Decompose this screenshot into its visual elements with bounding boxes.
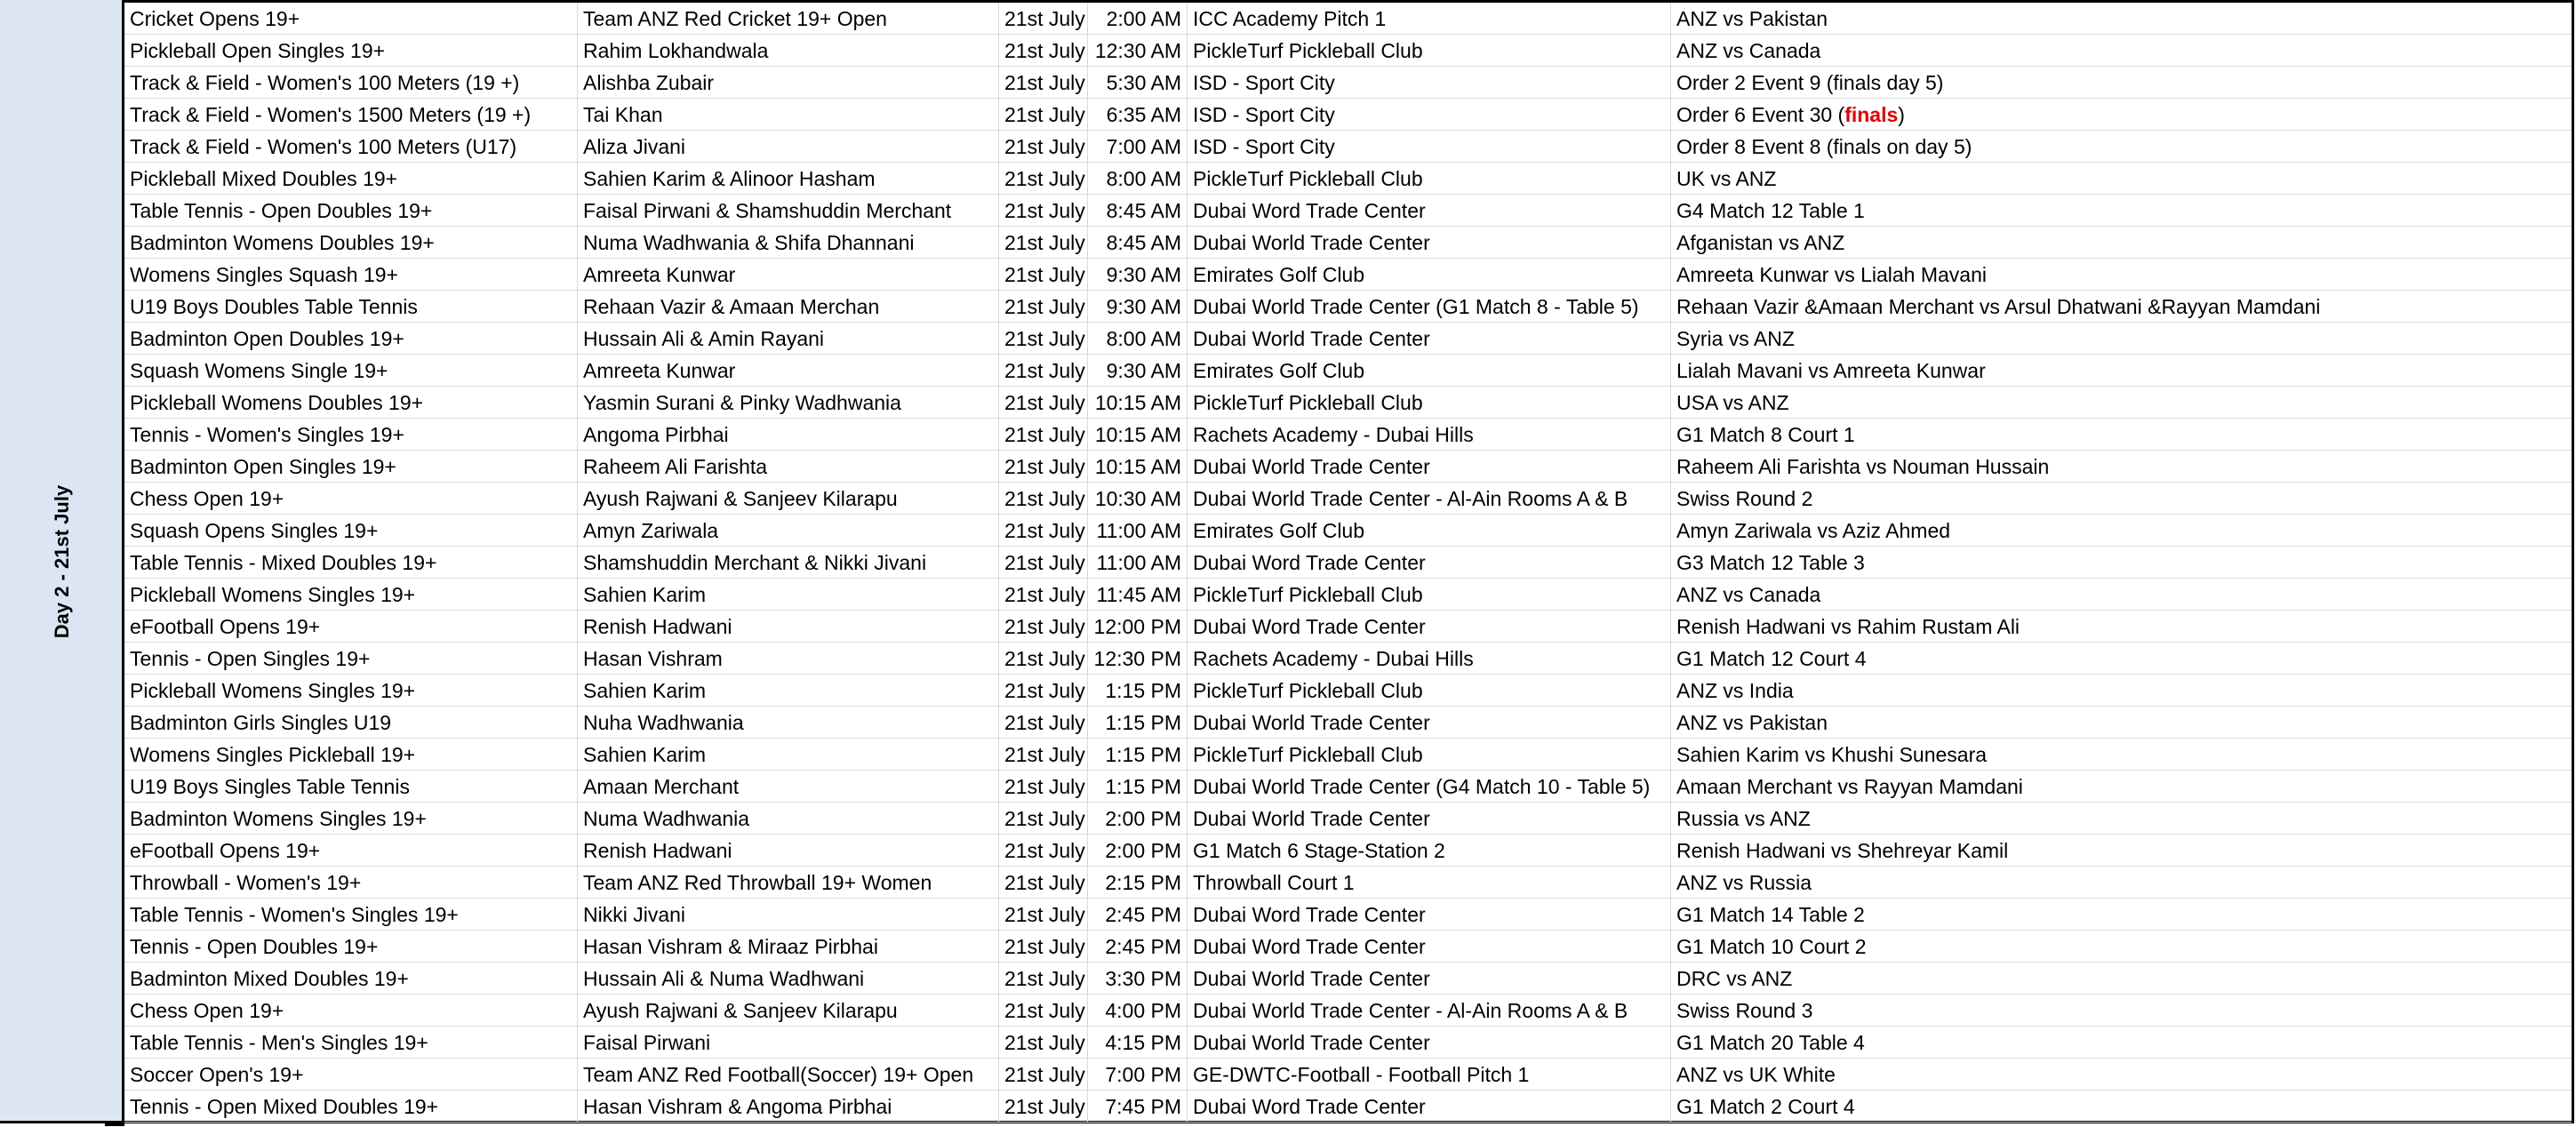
participant-cell[interactable]: Faisal Pirwani & Shamshuddin Merchant	[578, 195, 999, 227]
date-cell[interactable]: 21st July	[999, 483, 1088, 515]
time-cell[interactable]: 9:30 AM	[1088, 291, 1188, 323]
venue-cell[interactable]: Rachets Academy - Dubai Hills	[1188, 643, 1671, 675]
participant-cell[interactable]: Sahien Karim	[578, 675, 999, 707]
participant-cell[interactable]: Amaan Merchant	[578, 771, 999, 803]
table-row	[124, 867, 2572, 899]
date-cell[interactable]: 21st July	[999, 643, 1088, 675]
date-cell[interactable]: 21st July	[999, 451, 1088, 483]
date-cell[interactable]: 21st July	[999, 259, 1088, 291]
time-cell[interactable]: 2:00 PM	[1088, 835, 1188, 867]
participant-cell[interactable]: Renish Hadwani	[578, 835, 999, 867]
date-cell[interactable]: 21st July	[999, 291, 1088, 323]
table-row	[124, 387, 2572, 419]
participant-cell[interactable]: Rehaan Vazir & Amaan Merchan	[578, 291, 999, 323]
participant-cell[interactable]: Alishba Zubair	[578, 67, 999, 99]
venue-cell[interactable]: Dubai World Trade Center - Al-Ain Rooms A & B	[1188, 995, 1671, 1027]
event-cell[interactable]: Womens Singles Squash 19+	[124, 259, 578, 291]
date-cell[interactable]: 21st July	[999, 931, 1088, 963]
table-row	[124, 131, 2572, 163]
venue-cell[interactable]: PickleTurf Pickleball Club	[1188, 35, 1671, 67]
table-row	[124, 1027, 2572, 1059]
event-cell[interactable]: Pickleball Womens Singles 19+	[124, 675, 578, 707]
match-cell[interactable]: Amaan Merchant vs Rayyan Mamdani	[1676, 775, 2023, 798]
time-cell[interactable]: 2:45 PM	[1088, 931, 1188, 963]
date-cell[interactable]: 21st July	[999, 579, 1088, 611]
participant-cell[interactable]: Sahien Karim & Alinoor Hasham	[578, 163, 999, 195]
match-cell[interactable]: Swiss Round 3	[1676, 999, 1813, 1022]
participant-cell[interactable]: Ayush Rajwani & Sanjeev Kilarapu	[578, 483, 999, 515]
table-row	[124, 707, 2572, 739]
participant-cell[interactable]: Team ANZ Red Throwball 19+ Women	[578, 867, 999, 899]
venue-cell[interactable]: Dubai World Trade Center	[1188, 1027, 1671, 1059]
participant-cell[interactable]: Team ANZ Red Cricket 19+ Open	[578, 3, 999, 35]
match-cell[interactable]: G4 Match 12 Table 1	[1676, 199, 1865, 222]
event-cell[interactable]: eFootball Opens 19+	[124, 611, 578, 643]
participant-cell[interactable]: Amreeta Kunwar	[578, 259, 999, 291]
date-cell[interactable]: 21st July	[999, 1059, 1088, 1091]
time-cell[interactable]: 6:35 AM	[1088, 99, 1188, 131]
venue-cell[interactable]: Emirates Golf Club	[1188, 259, 1671, 291]
table-row	[124, 227, 2572, 259]
date-cell[interactable]: 21st July	[999, 99, 1088, 131]
venue-cell[interactable]: Dubai World Trade Center (G4 Match 10 - Table 5)	[1188, 771, 1671, 803]
date-cell[interactable]: 21st July	[999, 387, 1088, 419]
match-cell[interactable]: G1 Match 20 Table 4	[1676, 1031, 1865, 1054]
match-text-tail: )	[1898, 103, 1905, 126]
event-cell[interactable]: Squash Womens Single 19+	[124, 355, 578, 387]
table-row	[124, 611, 2572, 643]
time-cell[interactable]: 2:00 AM	[1088, 3, 1188, 35]
match-cell[interactable]: DRC vs ANZ	[1676, 967, 1793, 990]
time-cell[interactable]: 1:15 PM	[1088, 707, 1188, 739]
match-cell[interactable]: G1 Match 14 Table 2	[1676, 903, 1865, 926]
participant-cell[interactable]: Rahim Lokhandwala	[578, 35, 999, 67]
venue-cell[interactable]: Dubai World Trade Center (G1 Match 8 - Table 5)	[1188, 291, 1671, 323]
participant-cell[interactable]: Nikki Jivani	[578, 899, 999, 931]
date-cell[interactable]: 21st July	[999, 1027, 1088, 1059]
event-cell[interactable]: Tennis - Open Mixed Doubles 19+	[124, 1091, 578, 1123]
table-row	[124, 419, 2572, 451]
event-cell[interactable]: Track & Field - Women's 100 Meters (U17)	[124, 131, 578, 163]
event-cell[interactable]: Pickleball Womens Doubles 19+	[124, 387, 578, 419]
event-cell[interactable]: Track & Field - Women's 1500 Meters (19 +)	[124, 99, 578, 131]
time-cell[interactable]: 1:15 PM	[1088, 739, 1188, 771]
event-cell[interactable]: Badminton Mixed Doubles 19+	[124, 963, 578, 995]
date-cell[interactable]: 21st July	[999, 899, 1088, 931]
date-cell[interactable]: 21st July	[999, 515, 1088, 547]
time-cell[interactable]: 10:30 AM	[1088, 483, 1188, 515]
event-cell[interactable]: Badminton Womens Doubles 19+	[124, 227, 578, 259]
time-cell[interactable]: 8:00 AM	[1088, 323, 1188, 355]
participant-cell[interactable]: Hussain Ali & Amin Rayani	[578, 323, 999, 355]
match-cell[interactable]: ANZ vs Canada	[1676, 39, 1821, 62]
table-row	[124, 803, 2572, 835]
match-cell[interactable]: Rehaan Vazir &Amaan Merchant vs Arsul Dhatwani &Rayyan Mamdani	[1676, 295, 2321, 318]
date-cell[interactable]: 21st July	[999, 227, 1088, 259]
table-row	[124, 259, 2572, 291]
time-cell[interactable]: 2:45 PM	[1088, 899, 1188, 931]
venue-cell[interactable]: Dubai World Trade Center - Al-Ain Rooms A & B	[1188, 483, 1671, 515]
participant-cell[interactable]: Hussain Ali & Numa Wadhwani	[578, 963, 999, 995]
participant-cell[interactable]: Angoma Pirbhai	[578, 419, 999, 451]
event-cell[interactable]: U19 Boys Doubles Table Tennis	[124, 291, 578, 323]
date-cell[interactable]: 21st July	[999, 547, 1088, 579]
date-cell[interactable]: 21st July	[999, 739, 1088, 771]
event-cell[interactable]: Track & Field - Women's 100 Meters (19 +)	[124, 67, 578, 99]
table-row	[124, 995, 2572, 1027]
date-cell[interactable]: 21st July	[999, 3, 1088, 35]
match-cell[interactable]: G1 Match 12 Court 4	[1676, 647, 1867, 670]
table-row	[124, 1091, 2572, 1123]
event-cell[interactable]: Tennis - Women's Singles 19+	[124, 419, 578, 451]
venue-cell[interactable]: Dubai Word Trade Center	[1188, 547, 1671, 579]
date-cell[interactable]: 21st July	[999, 419, 1088, 451]
table-row	[124, 643, 2572, 675]
day-header-cell[interactable]	[0, 0, 124, 1123]
venue-cell[interactable]: Dubai World Trade Center	[1188, 451, 1671, 483]
date-cell[interactable]: 21st July	[999, 35, 1088, 67]
table-row	[124, 771, 2572, 803]
match-cell[interactable]: Afganistan vs ANZ	[1676, 231, 1845, 254]
match-cell[interactable]: Raheem Ali Farishta vs Nouman Hussain	[1676, 455, 2050, 478]
venue-cell[interactable]: Dubai Word Trade Center	[1188, 611, 1671, 643]
event-cell[interactable]: Table Tennis - Open Doubles 19+	[124, 195, 578, 227]
match-cell[interactable]: G1 Match 2 Court 4	[1676, 1095, 1855, 1118]
event-cell[interactable]: Table Tennis - Men's Singles 19+	[124, 1027, 578, 1059]
event-cell[interactable]: Badminton Open Singles 19+	[124, 451, 578, 483]
match-cell[interactable]: Order 8 Event 8 (finals on day 5)	[1676, 135, 1972, 158]
match-cell[interactable]: Sahien Karim vs Khushi Sunesara	[1676, 743, 1988, 766]
venue-cell[interactable]: Dubai World Trade Center	[1188, 803, 1671, 835]
date-cell[interactable]: 21st July	[999, 771, 1088, 803]
venue-cell[interactable]: Emirates Golf Club	[1188, 515, 1671, 547]
time-cell[interactable]: 11:00 AM	[1088, 515, 1188, 547]
table-row	[124, 67, 2572, 99]
table-row	[124, 451, 2572, 483]
event-cell[interactable]: Chess Open 19+	[124, 483, 578, 515]
table-row	[124, 963, 2572, 995]
schedule-table	[124, 0, 2574, 1123]
table-row	[124, 195, 2572, 227]
event-cell[interactable]: Womens Singles Pickleball 19+	[124, 739, 578, 771]
time-cell[interactable]: 3:30 PM	[1088, 963, 1188, 995]
date-cell[interactable]: 21st July	[999, 803, 1088, 835]
match-cell[interactable]: ANZ vs Pakistan	[1676, 7, 1828, 30]
date-cell[interactable]: 21st July	[999, 707, 1088, 739]
table-row	[124, 483, 2572, 515]
participant-cell[interactable]: Renish Hadwani	[578, 611, 999, 643]
participant-cell[interactable]: Shamshuddin Merchant & Nikki Jivani	[578, 547, 999, 579]
venue-cell[interactable]: Dubai World Trade Center	[1188, 323, 1671, 355]
date-cell[interactable]: 21st July	[999, 611, 1088, 643]
event-cell[interactable]: Badminton Womens Singles 19+	[124, 803, 578, 835]
participant-cell[interactable]: Ayush Rajwani & Sanjeev Kilarapu	[578, 995, 999, 1027]
participant-cell[interactable]: Numa Wadhwania	[578, 803, 999, 835]
table-row	[124, 739, 2572, 771]
participant-cell[interactable]: Nuha Wadhwania	[578, 707, 999, 739]
time-cell[interactable]: 2:15 PM	[1088, 867, 1188, 899]
event-cell[interactable]: Pickleball Womens Singles 19+	[124, 579, 578, 611]
table-row	[124, 355, 2572, 387]
venue-cell[interactable]: Dubai World Trade Center	[1188, 963, 1671, 995]
border-tick	[105, 1123, 124, 1126]
time-cell[interactable]: 12:30 PM	[1088, 643, 1188, 675]
match-cell[interactable]: G1 Match 10 Court 2	[1676, 935, 1867, 958]
table-row	[124, 899, 2572, 931]
date-cell[interactable]: 21st July	[999, 67, 1088, 99]
match-cell[interactable]	[1671, 99, 2572, 131]
time-cell[interactable]: 4:00 PM	[1088, 995, 1188, 1027]
event-cell[interactable]: Tennis - Open Doubles 19+	[124, 931, 578, 963]
venue-cell[interactable]: Dubai Word Trade Center	[1188, 899, 1671, 931]
date-cell[interactable]: 21st July	[999, 323, 1088, 355]
match-text: Order 6 Event 30 (	[1676, 103, 1845, 126]
match-cell[interactable]: ANZ vs UK White	[1676, 1063, 1836, 1086]
event-cell[interactable]: Table Tennis - Mixed Doubles 19+	[124, 547, 578, 579]
participant-cell[interactable]: Hasan Vishram & Angoma Pirbhai	[578, 1091, 999, 1123]
table-row	[124, 323, 2572, 355]
venue-cell[interactable]: Dubai World Trade Center	[1188, 227, 1671, 259]
venue-cell[interactable]: PickleTurf Pickleball Club	[1188, 387, 1671, 419]
time-cell[interactable]: 5:30 AM	[1088, 67, 1188, 99]
event-cell[interactable]: eFootball Opens 19+	[124, 835, 578, 867]
date-cell[interactable]: 21st July	[999, 355, 1088, 387]
table-row	[124, 163, 2572, 195]
time-cell[interactable]: 11:45 AM	[1088, 579, 1188, 611]
time-cell[interactable]: 1:15 PM	[1088, 771, 1188, 803]
participant-cell[interactable]: Tai Khan	[578, 99, 999, 131]
participant-cell[interactable]: Sahien Karim	[578, 739, 999, 771]
participant-cell[interactable]: Yasmin Surani & Pinky Wadhwania	[578, 387, 999, 419]
time-cell[interactable]: 8:45 AM	[1088, 195, 1188, 227]
participant-cell[interactable]: Numa Wadhwania & Shifa Dhannani	[578, 227, 999, 259]
table-row	[124, 35, 2572, 67]
participant-cell[interactable]: Team ANZ Red Football(Soccer) 19+ Open	[578, 1059, 999, 1091]
event-cell[interactable]: Cricket Opens 19+	[124, 3, 578, 35]
match-cell[interactable]: Swiss Round 2	[1676, 487, 1813, 510]
table-row	[124, 547, 2572, 579]
time-cell[interactable]: 7:00 PM	[1088, 1059, 1188, 1091]
event-cell[interactable]: U19 Boys Singles Table Tennis	[124, 771, 578, 803]
venue-cell[interactable]: ISD - Sport City	[1188, 67, 1671, 99]
table-row	[124, 291, 2572, 323]
time-cell[interactable]: 8:45 AM	[1088, 227, 1188, 259]
match-cell[interactable]: Amreeta Kunwar vs Lialah Mavani	[1676, 263, 1987, 286]
time-cell[interactable]: 4:15 PM	[1088, 1027, 1188, 1059]
match-cell[interactable]: Renish Hadwani vs Rahim Rustam Ali	[1676, 615, 2020, 638]
time-cell[interactable]: 9:30 AM	[1088, 355, 1188, 387]
event-cell[interactable]: Chess Open 19+	[124, 995, 578, 1027]
match-cell[interactable]: ANZ vs Canada	[1676, 583, 1821, 606]
table-row	[124, 835, 2572, 867]
participant-cell[interactable]: Amyn Zariwala	[578, 515, 999, 547]
event-cell[interactable]: Table Tennis - Women's Singles 19+	[124, 899, 578, 931]
match-cell[interactable]: Amyn Zariwala vs Aziz Ahmed	[1676, 519, 1951, 542]
table-row	[124, 1059, 2572, 1091]
venue-cell[interactable]: ISD - Sport City	[1188, 131, 1671, 163]
participant-cell[interactable]: Amreeta Kunwar	[578, 355, 999, 387]
time-cell[interactable]: 10:15 AM	[1088, 387, 1188, 419]
event-cell[interactable]: Pickleball Mixed Doubles 19+	[124, 163, 578, 195]
venue-cell[interactable]: Emirates Golf Club	[1188, 355, 1671, 387]
venue-cell[interactable]: GE-DWTC-Football - Football Pitch 1	[1188, 1059, 1671, 1091]
time-cell[interactable]: 10:15 AM	[1088, 451, 1188, 483]
match-cell[interactable]: ANZ vs India	[1676, 679, 1794, 702]
match-cell[interactable]: Russia vs ANZ	[1676, 807, 1811, 830]
finals-highlight: finals	[1844, 103, 1899, 126]
venue-cell[interactable]: Dubai Word Trade Center	[1188, 931, 1671, 963]
date-cell[interactable]: 21st July	[999, 867, 1088, 899]
event-cell[interactable]: Badminton Open Doubles 19+	[124, 323, 578, 355]
time-cell[interactable]: 7:00 AM	[1088, 131, 1188, 163]
venue-cell[interactable]: Throwball Court 1	[1188, 867, 1671, 899]
event-cell[interactable]: Pickleball Open Singles 19+	[124, 35, 578, 67]
match-cell[interactable]: G1 Match 8 Court 1	[1676, 423, 1855, 446]
venue-cell[interactable]: PickleTurf Pickleball Club	[1188, 579, 1671, 611]
participant-cell[interactable]: Sahien Karim	[578, 579, 999, 611]
table-row	[124, 579, 2572, 611]
event-cell[interactable]: Squash Opens Singles 19+	[124, 515, 578, 547]
day-label: Day 2 - 21st July	[51, 484, 73, 639]
date-cell[interactable]: 21st July	[999, 131, 1088, 163]
time-cell[interactable]: 9:30 AM	[1088, 259, 1188, 291]
match-cell[interactable]: ANZ vs Russia	[1676, 871, 1812, 894]
participant-cell[interactable]: Raheem Ali Farishta	[578, 451, 999, 483]
venue-cell[interactable]: ISD - Sport City	[1188, 99, 1671, 131]
date-cell[interactable]: 21st July	[999, 195, 1088, 227]
time-cell[interactable]: 2:00 PM	[1088, 803, 1188, 835]
match-cell[interactable]: Order 2 Event 9 (finals day 5)	[1676, 71, 1944, 94]
event-cell[interactable]: Tennis - Open Singles 19+	[124, 643, 578, 675]
match-cell[interactable]: USA vs ANZ	[1676, 391, 1789, 414]
table-row	[124, 675, 2572, 707]
venue-cell[interactable]: Dubai Word Trade Center	[1188, 1091, 1671, 1123]
event-cell[interactable]: Soccer Open's 19+	[124, 1059, 578, 1091]
time-cell[interactable]: 7:45 PM	[1088, 1091, 1188, 1123]
date-cell[interactable]: 21st July	[999, 1091, 1088, 1123]
time-cell[interactable]: 1:15 PM	[1088, 675, 1188, 707]
date-cell[interactable]: 21st July	[999, 963, 1088, 995]
time-cell[interactable]: 10:15 AM	[1088, 419, 1188, 451]
venue-cell[interactable]: Dubai Word Trade Center	[1188, 195, 1671, 227]
participant-cell[interactable]: Faisal Pirwani	[578, 1027, 999, 1059]
table-row	[124, 3, 2572, 35]
venue-cell[interactable]: PickleTurf Pickleball Club	[1188, 163, 1671, 195]
date-cell[interactable]: 21st July	[999, 835, 1088, 867]
match-cell[interactable]: Renish Hadwani vs Shehreyar Kamil	[1676, 839, 2009, 862]
time-cell[interactable]: 12:00 PM	[1088, 611, 1188, 643]
venue-cell[interactable]: G1 Match 6 Stage-Station 2	[1188, 835, 1671, 867]
venue-cell[interactable]: ICC Academy Pitch 1	[1188, 3, 1671, 35]
event-cell[interactable]: Badminton Girls Singles U19	[124, 707, 578, 739]
participant-cell[interactable]: Aliza Jivani	[578, 131, 999, 163]
time-cell[interactable]: 12:30 AM	[1088, 35, 1188, 67]
date-cell[interactable]: 21st July	[999, 163, 1088, 195]
time-cell[interactable]: 11:00 AM	[1088, 547, 1188, 579]
table-row	[124, 515, 2572, 547]
venue-cell[interactable]: PickleTurf Pickleball Club	[1188, 675, 1671, 707]
event-cell[interactable]: Throwball - Women's 19+	[124, 867, 578, 899]
date-cell[interactable]: 21st July	[999, 675, 1088, 707]
time-cell[interactable]: 8:00 AM	[1088, 163, 1188, 195]
participant-cell[interactable]: Hasan Vishram & Miraaz Pirbhai	[578, 931, 999, 963]
match-cell[interactable]: UK vs ANZ	[1676, 167, 1777, 190]
match-cell[interactable]: Syria vs ANZ	[1676, 327, 1795, 350]
table-row	[124, 99, 2572, 131]
date-cell[interactable]: 21st July	[999, 995, 1088, 1027]
venue-cell[interactable]: Dubai World Trade Center	[1188, 707, 1671, 739]
table-row	[124, 931, 2572, 963]
match-cell[interactable]: G3 Match 12 Table 3	[1676, 551, 1865, 574]
participant-cell[interactable]: Hasan Vishram	[578, 643, 999, 675]
venue-cell[interactable]: Rachets Academy - Dubai Hills	[1188, 419, 1671, 451]
match-cell[interactable]: ANZ vs Pakistan	[1676, 711, 1828, 734]
match-cell[interactable]: Lialah Mavani vs Amreeta Kunwar	[1676, 359, 1986, 382]
venue-cell[interactable]: PickleTurf Pickleball Club	[1188, 739, 1671, 771]
